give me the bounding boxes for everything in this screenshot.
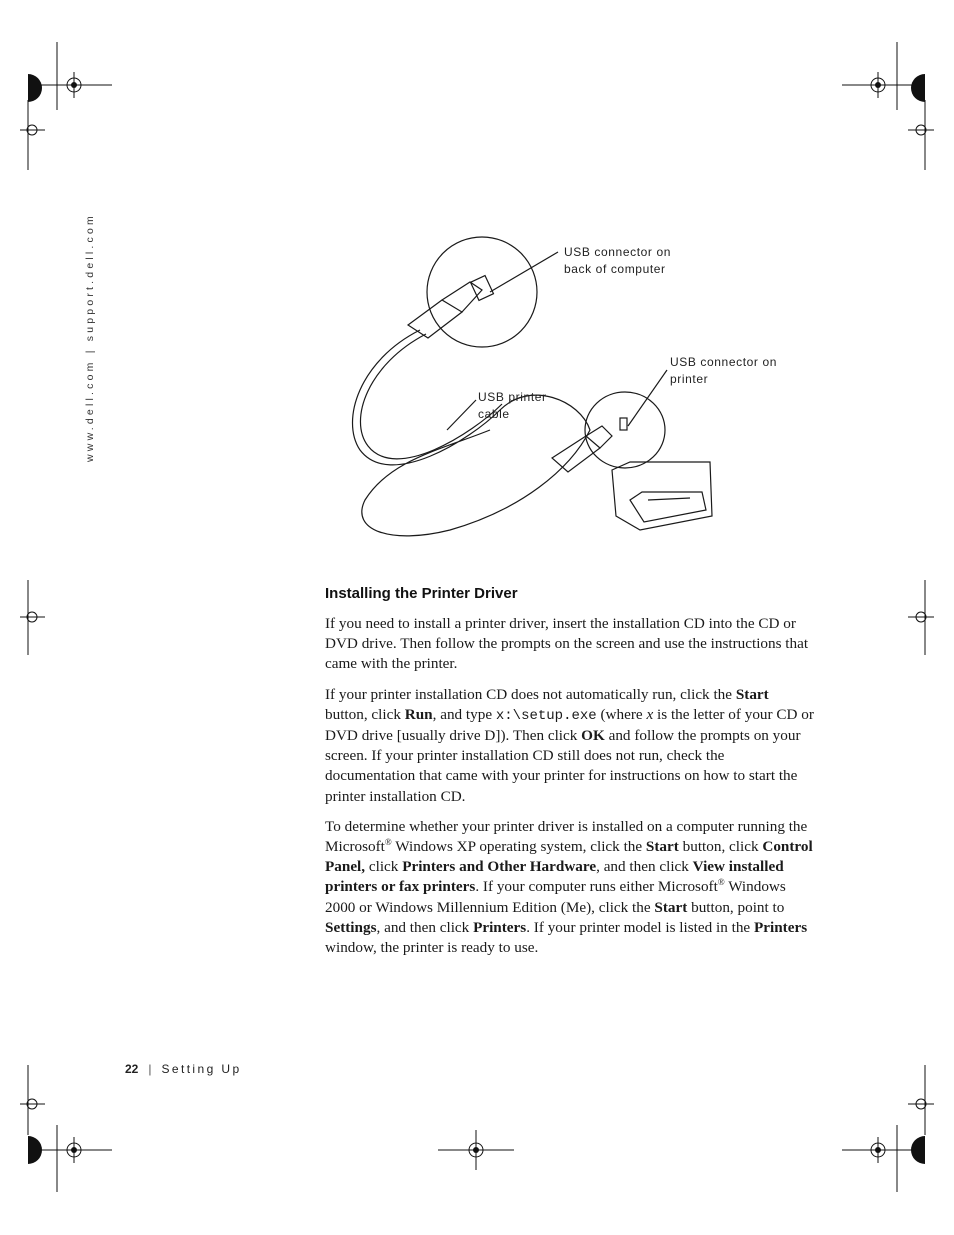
- footer-separator: |: [148, 1062, 152, 1076]
- footer-section-title: Setting Up: [161, 1062, 242, 1076]
- text-run: is the letter of your CD or DVD drive [usually drive D]). Then click: [325, 705, 814, 745]
- command-setup: x:\setup.exe: [495, 707, 597, 724]
- callout-line: back of computer: [564, 262, 666, 276]
- page-footer: [125, 1062, 242, 1076]
- registered-mark: ®: [717, 877, 725, 888]
- ui-term-view-printers: View installed printers or fax printers: [325, 858, 784, 896]
- body-text: [325, 614, 815, 968]
- text-run: To determine whether your printer driver is installed on a computer running the Microsoft: [325, 817, 808, 856]
- ui-term-control-panel: Control Panel,: [325, 838, 813, 876]
- callout-line: USB connector on: [564, 245, 671, 259]
- callout-usb-connector-printer: [670, 354, 777, 388]
- text-run: . If your printer model is listed in the: [526, 918, 754, 936]
- callout-line: printer: [670, 372, 709, 386]
- page-number: 22: [125, 1062, 139, 1076]
- text-run: click: [365, 858, 403, 876]
- ui-term-start: Start: [645, 838, 679, 856]
- ui-term-start: Start: [654, 898, 688, 916]
- paragraph-verify-driver: [325, 817, 815, 958]
- ui-term-printers-hardware: Printers and Other Hardware: [402, 858, 597, 876]
- paragraph-install-driver: If you need to install a printer driver, insert the installation CD into the CD or DVD drive. Then follow the prompts on the screen and use the instructions that came with the printer.: [325, 615, 809, 673]
- ui-term-run: Run: [404, 705, 433, 723]
- ui-term-start: Start: [735, 685, 769, 703]
- usb-cable-drawing: [330, 230, 800, 550]
- sidebar-url: www.dell.com | support.dell.com: [84, 213, 96, 462]
- text-run: If your printer installation CD does not automatically run, click the: [325, 685, 736, 703]
- ui-term-printers: Printers: [473, 918, 527, 936]
- callout-line: USB printer: [478, 390, 547, 404]
- text-run: Windows XP operating system, click the: [391, 838, 646, 856]
- text-run: and follow the prompts on your screen. If your printer installation CD still does not run, check the documentation that came with your printer for instructions on how to start the printer installation CD.: [325, 727, 801, 805]
- text-run: Windows 2000 or Windows Millennium Edition (Me), click the: [325, 878, 786, 916]
- text-run: , and type: [432, 705, 496, 723]
- callout-line: USB connector on: [670, 355, 777, 369]
- registered-mark: ®: [384, 837, 392, 848]
- text-run: (where: [596, 705, 647, 723]
- paragraph-cd-autorun: [325, 685, 815, 807]
- callout-usb-printer-cable: [478, 389, 547, 423]
- ui-term-settings: Settings: [325, 918, 377, 936]
- text-run: button, point to: [687, 898, 785, 916]
- text-run: , and then click: [376, 918, 474, 936]
- variable-drive-letter: x: [646, 705, 654, 723]
- text-run: button, click: [325, 705, 405, 723]
- text-run: window, the printer is ready to use.: [325, 939, 539, 957]
- usb-printer-illustration: [330, 230, 800, 550]
- callout-usb-connector-computer: [564, 244, 671, 278]
- section-heading: Installing the Printer Driver: [325, 585, 518, 602]
- text-run: , and then click: [596, 858, 693, 876]
- text-run: . If your computer runs either Microsoft: [475, 878, 718, 896]
- ui-term-printers: Printers: [753, 918, 808, 936]
- ui-term-ok: OK: [581, 727, 605, 745]
- text-run: button, click: [678, 838, 763, 856]
- callout-line: cable: [478, 407, 510, 421]
